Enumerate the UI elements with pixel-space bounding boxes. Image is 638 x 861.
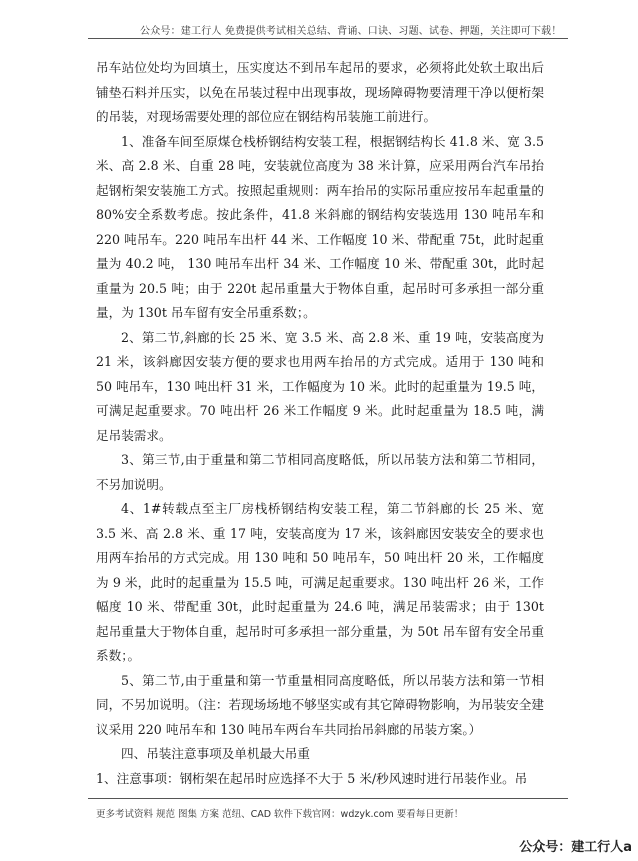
page-footer: 更多考试资料 规范 图集 方案 范纽、CAD 软件下载官网：wdzyk.com 要看每日更新！	[96, 809, 464, 820]
paragraph-item-5: 5、第二节,由于重量和第一节重量相同高度略低，所以吊装方法和第一节相同，不另加说明。（注：若现场场地不够坚实或有其它障碍物影响，为吊装安全建议采用 220 吨吊车和 130 吨吊车两台车共同抬吊斜廊的吊装方案。）	[96, 672, 544, 737]
section-heading-4: 四、吊装注意事项及单机最大吊重	[121, 746, 310, 761]
footer-divider	[88, 798, 568, 799]
document-body	[96, 56, 544, 791]
header-divider	[88, 38, 568, 39]
paragraph-item-3: 3、第三节,由于重量和第二节相同高度略低，所以吊装方法和第二节相同，不另加说明。	[96, 452, 544, 492]
paragraph-item-4: 4、1#转载点至主厂房栈桥钢结构安装工程，第二节斜廊的长 25 米、宽 3.5 米、高 2.8 米、重 17 吨，安装高度为 17 米，该斜廊因安装安全的要求也用两车抬吊的方式完成。用 130 吨和 50 吨吊车，50 吨出杆 20 米，工作幅度为 9 米，此时的起重量为 15.5 吨，可满足起重要求。130 吨出杆 26 米，工作幅度 10 米、带配重 30t，此时起重量为 24.6 吨，满足吊装需求；由于 130t 起吊重量大于物体自重，起吊时可多承担一部分重量，为 50t 吊车留有安全吊重系数；。	[96, 501, 544, 663]
watermark-text: 公众号：建工行人a	[519, 840, 632, 855]
paragraph-notes-1: 1、注意事项：钢桁架在起吊时应选择不大于 5 米/秒风速时进行吊装作业。吊	[96, 770, 528, 786]
paragraph-item-2: 2、第二节,斜廊的长 25 米、宽 3.5 米、高 2.8 米、重 19 吨，安装高度为 21 米，该斜廊因安装方便的要求也用两车抬吊的方式完成。适用于 130 吨和 50 吨吊车，130 吨出杆 31 米，工作幅度为 10 米。此时的起重量为 19.5 吨，可满足起重要求。70 吨出杆 26 米工作幅度 9 米。此时起重量为 18.5 吨，满足吊装需求。	[96, 329, 544, 443]
paragraph-item-1: 1、准备车间至原煤仓栈桥钢结构安装工程，根据钢结构长 41.8 米、宽 3.5 米、高 2.8 米、自重 28 吨，安装就位高度为 38 米计算，应采用两台汽车吊抬起钢桁架安装施工方式。按照起重规则：两车抬吊的实际吊重应按吊车起重量的 80%安全系数考虑。按此条件，41.8 米斜廊的钢结构安装选用 130 吨吊车和 220 吨吊车。220 吨吊车出杆 44 米、工作幅度 10 米、带配重 75t，此时起重量为 40.2 吨， 130 吨吊车出杆 34 米、工作幅度 10 米、带配重 30t，此时起重量为 20.5 吨；由于 220t 起吊重量大于物体自重，起吊时可多承担一部分重量，为 130t 吊车留有安全吊重系数；。	[96, 133, 544, 320]
paragraph-site-prep: 吊车站位处均为回填土，压实度达不到吊车起吊的要求，必须将此处软土取出后铺垫石料并压实，以免在吊装过程中出现事故，现场障碍物要清理干净以便桁架的吊装，对现场需要处理的部位应在钢结构吊装施工前进行。	[96, 60, 544, 124]
page-header: 公众号：建工行人 免费提供考试相关总结、背诵、口诀、习题、试卷、押题，关注即可下载！	[140, 26, 562, 37]
